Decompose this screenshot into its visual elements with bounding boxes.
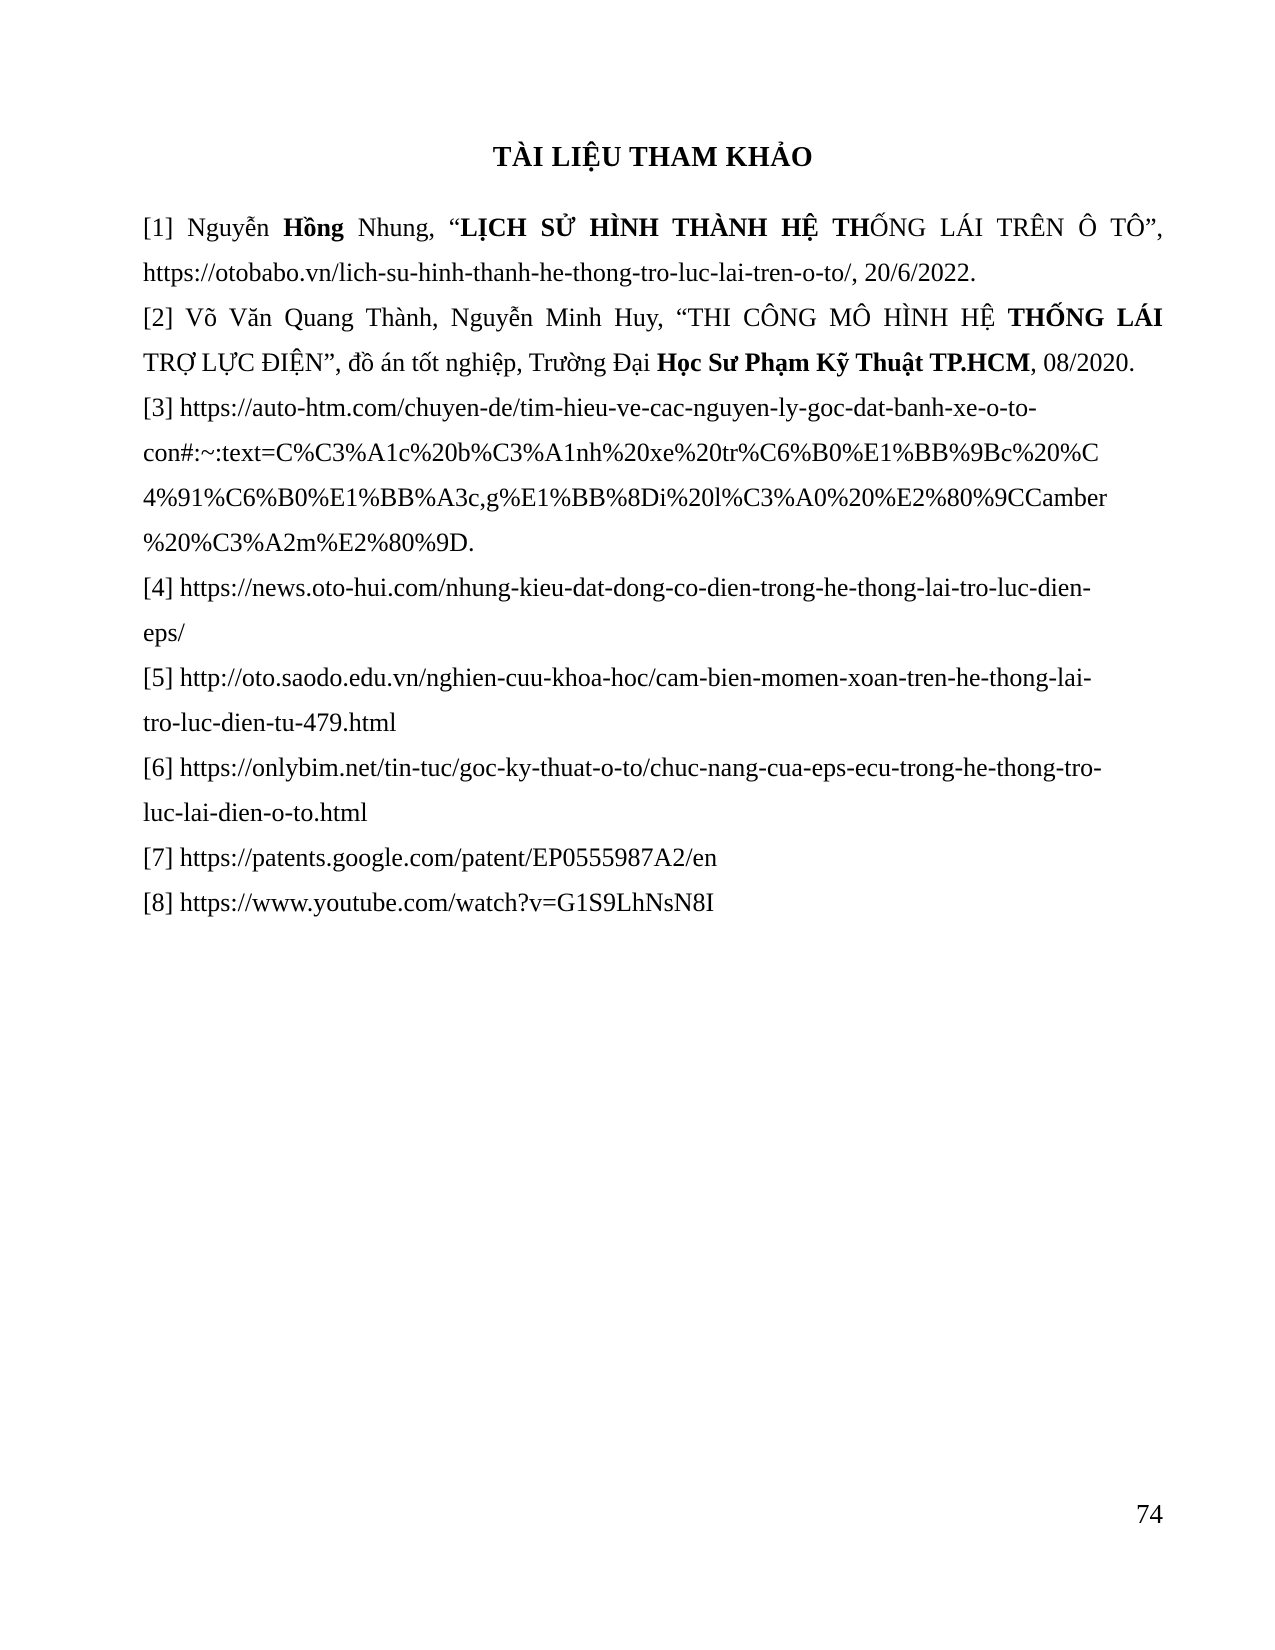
reference-line (143, 520, 1163, 565)
reference-line (143, 790, 1163, 835)
references (143, 205, 1163, 925)
reference-8 (143, 880, 1163, 925)
reference-text: [2] Võ Văn Quang Thành, Nguyễn Minh Huy, “THI CÔNG MÔ HÌNH HỆ (143, 303, 1008, 332)
page-number: 74 (1136, 1499, 1163, 1529)
reference-text-bold: THỐNG LÁI (1007, 303, 1163, 332)
reference-line (143, 430, 1163, 475)
reference-text: eps/ (143, 618, 185, 647)
reference-line (143, 475, 1163, 520)
reference-line (143, 610, 1163, 655)
reference-7 (143, 835, 1163, 880)
reference-text: con#:~:text=C%C3%A1c%20b%C3%A1nh%20xe%20tr%C6%B0%E1%BB%9Bc%20%C (143, 438, 1099, 467)
reference-text: [5] http://oto.saodo.edu.vn/nghien-cuu-khoa-hoc/cam-bien-momen-xoan-tren-he-thong-lai- (143, 663, 1092, 692)
reference-2 (143, 295, 1163, 385)
reference-text: Nhung, “ (343, 213, 461, 242)
reference-text-bold: Học Sư Phạm Kỹ Thuật TP.HCM (656, 348, 1031, 377)
page-title: TÀI LIỆU THAM KHẢO (492, 142, 814, 173)
reference-line (143, 565, 1163, 610)
reference-text: [3] https://auto-htm.com/chuyen-de/tim-hieu-ve-cac-nguyen-ly-goc-dat-banh-xe-o-to- (143, 393, 1037, 422)
reference-text: TRỢ LỰC ĐIỆN”, đồ án tốt nghiệp, Trường Đại (143, 348, 657, 377)
reference-text: %20%C3%A2m%E2%80%9D. (143, 528, 475, 557)
reference-text: [4] https://news.oto-hui.com/nhung-kieu-dat-dong-co-dien-trong-he-thong-lai-tro-luc-dien- (143, 573, 1092, 602)
reference-4 (143, 565, 1163, 655)
reference-line (143, 700, 1163, 745)
reference-line (143, 745, 1163, 790)
reference-line (143, 295, 1163, 340)
reference-line (143, 250, 1163, 295)
reference-text: [1] Nguyễn (143, 213, 284, 242)
page-content (143, 135, 1163, 925)
reference-text-bold: LỊCH SỬ HÌNH THÀNH HỆ TH (460, 213, 870, 242)
reference-line (143, 205, 1163, 250)
reference-text: ỐNG LÁI TRÊN Ô TÔ”, (869, 213, 1163, 242)
reference-text: 4%91%C6%B0%E1%BB%A3c,g%E1%BB%8Di%20l%C3%A0%20%E2%80%9CCamber (143, 483, 1108, 512)
reference-line (143, 655, 1163, 700)
reference-1 (143, 205, 1163, 295)
reference-line (143, 385, 1163, 430)
reference-6 (143, 745, 1163, 835)
reference-5 (143, 655, 1163, 745)
reference-text: [6] https://onlybim.net/tin-tuc/goc-ky-thuat-o-to/chuc-nang-cua-eps-ecu-trong-he-thong-tro- (143, 753, 1102, 782)
reference-text: , 08/2020. (1030, 348, 1135, 377)
reference-line (143, 835, 1163, 880)
reference-text: tro-luc-dien-tu-479.html (143, 708, 397, 737)
reference-text: luc-lai-dien-o-to.html (143, 798, 368, 827)
reference-text: https://otobabo.vn/lich-su-hinh-thanh-he-thong-tro-luc-lai-tren-o-to/, 20/6/2022. (143, 258, 977, 287)
reference-line (143, 340, 1163, 385)
reference-line (143, 880, 1163, 925)
reference-3 (143, 385, 1163, 565)
reference-text: [7] https://patents.google.com/patent/EP0555987A2/en (143, 843, 718, 872)
reference-text: [8] https://www.youtube.com/watch?v=G1S9LhNsN8I (143, 888, 715, 917)
reference-text-bold: Hồng (283, 213, 344, 242)
